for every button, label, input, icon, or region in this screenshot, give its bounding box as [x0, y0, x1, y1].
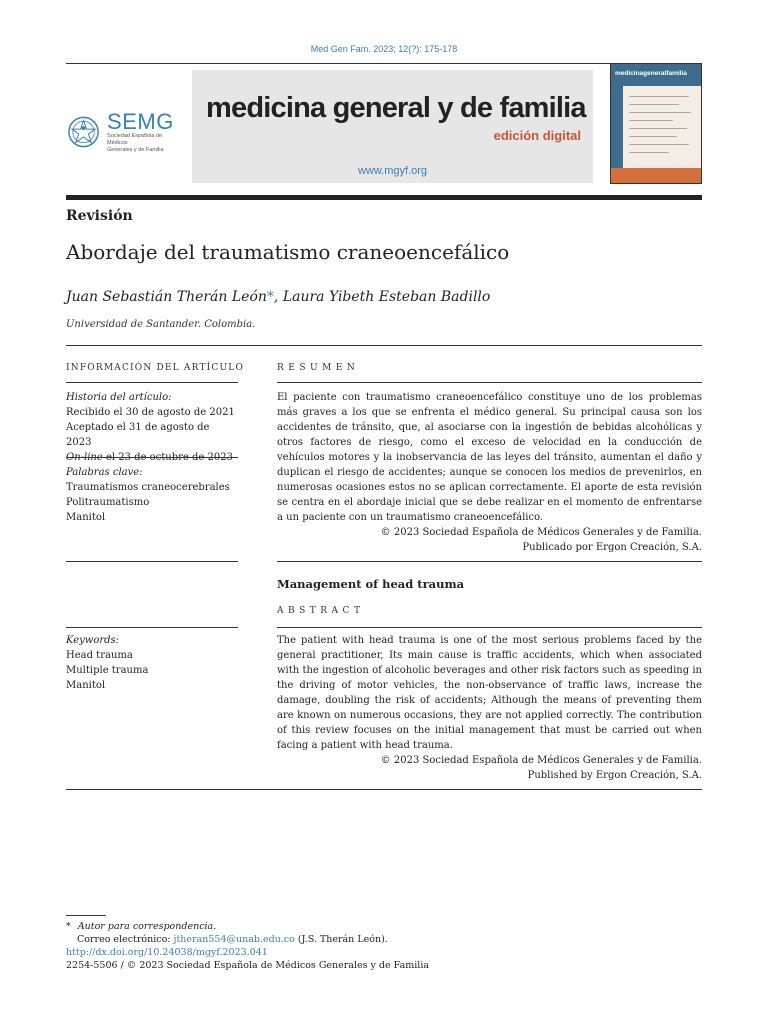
logo-subtitle-line1: Sociedad Española de Médicos — [107, 132, 163, 146]
abstract-text: The patient with head trauma is one of the most serious problems faced by the general practitioner, Its main cause is traffic accidents, which when associated with the ingestion of alcoholic beverages and other risk factors such as speeding in the driving of motor vehicles, the non-observance of traffic laws, increase the damage, doubling the risk of accidents; Although the means of preventing them are known on numerous occasions, they are not applied correctly. The contribution of this review focuses on the initial management that must be carried out when facing a patient with head trauma. — [277, 635, 702, 751]
cover-line — [629, 152, 669, 153]
copyright-line: © 2023 Sociedad Española de Médicos Generales y de Familia. — [380, 527, 702, 538]
header-rule — [66, 63, 702, 64]
resumen-text: El paciente con traumatismo craneoencefálico constituye uno de los problemas más graves a los que se enfrenta el médico general. Su principal causa son los accidentes de tránsito, que, al asociarse con la ingestión de bebidas alcohólicas y otros factores de riesgo, como el exceso de velocidad en la conducción de vehículos motores y la inobservancia de las leyes del tránsito, aumentan el daño y duplican el riesgo de accidentes; aunque se conocen los medios de prevenirlos, en numerosas ocasiones estos no se aplican correctamente. El aporte de esta revisión se centra en el abordaje inicial que se debe realizar en el momento de enfrentarse a un paciente con un traumatismo craneoencefálico. — [277, 392, 702, 523]
copyright-line: © 2023 Sociedad Española de Médicos Generales y de Familia. — [380, 755, 702, 766]
left-rule — [66, 627, 238, 628]
left-rule — [66, 457, 238, 458]
journal-edition: edición digital — [493, 128, 581, 143]
correspondence-label: Autor para correspondencia. — [77, 921, 217, 932]
affiliation: Universidad de Santander. Colombia. — [66, 319, 256, 330]
received-date: Recibido el 30 de agosto de 2021 — [66, 407, 235, 418]
author-name: Juan Sebastián Therán León — [66, 289, 267, 305]
title-rule — [66, 195, 702, 200]
keyword: Politraumatismo — [66, 497, 150, 508]
article-info-heading: INFORMACIÓN DEL ARTÍCULO — [66, 363, 245, 373]
email-note — [77, 933, 388, 946]
email-link[interactable]: jtheran554@unab.edu.co — [173, 934, 295, 945]
article-title: Abordaje del traumatismo craneoencefálico — [66, 240, 510, 264]
keywords-en — [66, 633, 238, 693]
right-rule — [277, 382, 702, 383]
journal-citation: Med Gen Fam. 2023; 12(?): 175-178 — [310, 44, 458, 54]
info-rule — [66, 345, 702, 346]
cover-footer-bar — [611, 168, 702, 184]
abstract-copyright — [277, 753, 702, 783]
author-separator: , — [273, 289, 283, 305]
right-rule — [277, 627, 702, 628]
right-rule — [277, 561, 702, 562]
section-end-rule — [66, 789, 702, 790]
keyword: Manitol — [66, 512, 106, 523]
resumen-copyright — [277, 525, 702, 555]
footnote-marker: * — [66, 921, 71, 932]
keyword: Multiple trauma — [66, 665, 149, 676]
abstract-heading: ABSTRACT — [277, 606, 365, 616]
doi-link[interactable]: http://dx.doi.org/10.24038/mgyf.2023.041 — [66, 947, 268, 958]
journal-banner — [192, 70, 593, 183]
cover-line — [629, 104, 679, 105]
history-label: Historia del artículo: — [66, 392, 172, 403]
semg-emblem-icon — [66, 114, 101, 150]
author-name: Laura Yibeth Esteban Badillo — [282, 289, 491, 305]
keywords-label: Palabras clave: — [66, 467, 143, 478]
left-rule — [66, 382, 238, 383]
cover-line — [629, 128, 687, 129]
footnote-rule — [66, 915, 106, 916]
publisher-line: Published by Ergon Creación, S.A. — [527, 770, 702, 781]
corresponding-author-marker[interactable]: * — [266, 289, 274, 305]
cover-header-bar — [611, 64, 702, 86]
cover-line — [629, 112, 691, 113]
resumen-heading: RESUMEN — [277, 363, 360, 373]
cover-line — [629, 144, 689, 145]
keywords-es — [66, 465, 238, 525]
semg-logo — [66, 108, 182, 156]
journal-url-link[interactable]: www.mgyf.org — [357, 165, 428, 177]
logo-subtitle-line2: Generales y de Familia — [107, 146, 164, 153]
publisher-line: Publicado por Ergon Creación, S.A. — [522, 542, 702, 553]
cover-title: medicinageneralfamilia — [615, 70, 687, 77]
keyword: Traumatismos craneocerebrales — [66, 482, 230, 493]
keyword: Manitol — [66, 680, 106, 691]
cover-line — [629, 96, 689, 97]
left-rule — [66, 561, 238, 562]
cover-line — [629, 120, 673, 121]
journal-cover-thumbnail — [610, 63, 702, 184]
issn-line: 2254-5506 / © 2023 Sociedad Española de Médicos Generales y de Familia — [66, 960, 430, 971]
logo-name: SEMG — [107, 108, 174, 134]
email-label: Correo electrónico: — [77, 934, 174, 945]
accepted-date: Aceptado el 31 de agosto de 2023 — [66, 422, 210, 448]
article-history — [66, 390, 238, 465]
section-type: Revisión — [66, 208, 133, 224]
keyword: Head trauma — [66, 650, 133, 661]
email-owner: (J.S. Therán León). — [294, 934, 388, 945]
keywords-en-label: Keywords: — [66, 635, 120, 646]
author-list — [66, 289, 490, 305]
journal-title: medicina general y de familia — [206, 92, 586, 124]
english-title: Management of head trauma — [277, 577, 465, 591]
cover-line — [629, 136, 677, 137]
correspondence-note — [66, 920, 216, 933]
